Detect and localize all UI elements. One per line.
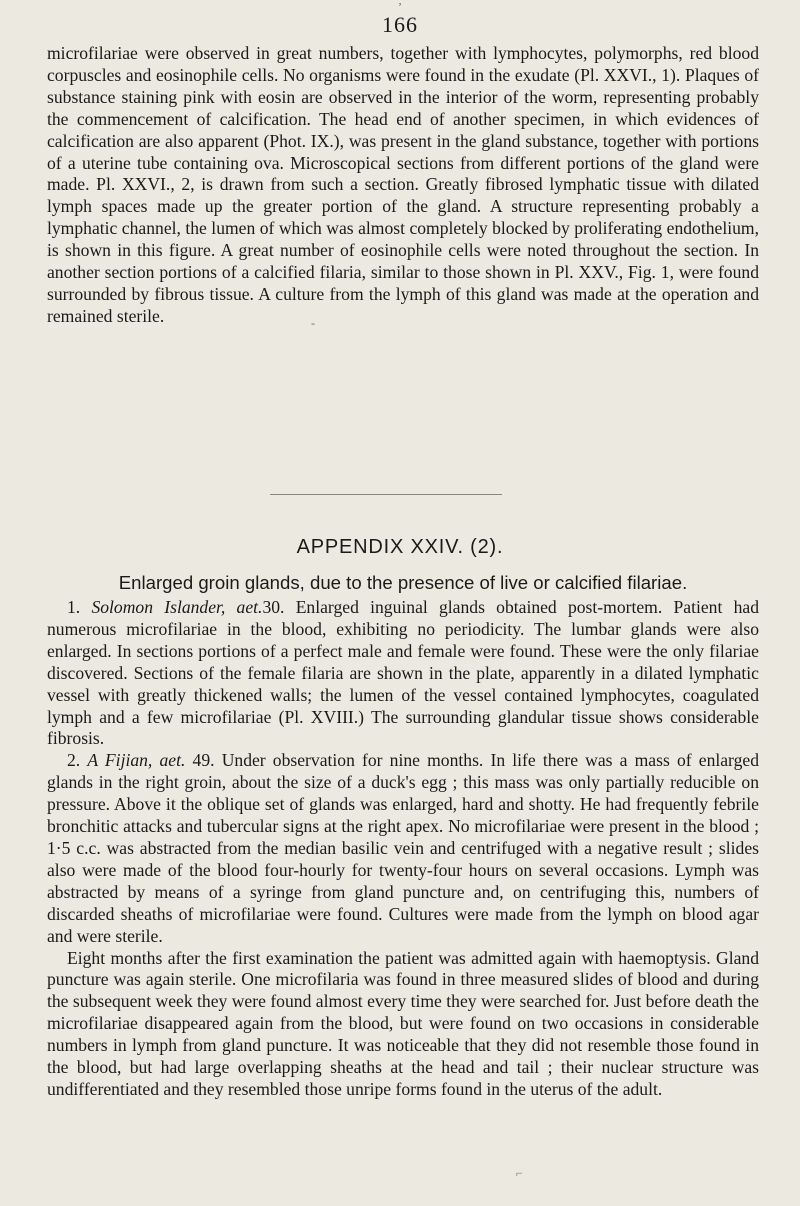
page-mark-bottom: ⌐ xyxy=(516,1166,523,1180)
case-2-age: 49. xyxy=(192,750,215,771)
section-divider xyxy=(270,494,502,495)
section-subtitle: Enlarged groin glands, due to the presence of live or calcified filariae. xyxy=(118,572,688,593)
case-1-patient: Solomon Islander, aet. xyxy=(91,597,263,617)
page-number: 166 xyxy=(382,12,418,37)
case-2-number: 2. xyxy=(67,750,81,771)
case-list xyxy=(47,597,759,1101)
case-2 xyxy=(47,750,759,947)
case-1 xyxy=(47,597,759,750)
case-2-patient: A Fijian, aet. xyxy=(87,750,186,771)
appendix-heading: APPENDIX XXIV. (2). xyxy=(296,536,504,558)
case-1-text: Enlarged inguinal glands obtained post-mortem. Patient had numerous microfilariae in the blood, exhibiting no periodicity. The lumbar glands were also enlarged. In sections portions of a perfect male and female were found. These were the only filariae discovered. Sections of the female filaria are shown in the plate, apparently in a dilated lymphatic vessel with greatly thickened walls; the lumen of the vessel contained lymphocytes, coagulated lymph and a few microfilariae (Pl. XVIII.) The surrounding glandular tissue shows considerable fibrosis. xyxy=(47,597,759,749)
page-mark-top: ʼ xyxy=(398,0,402,14)
case-1-number: 1. xyxy=(67,597,81,617)
paragraph-continued: microfilariae were observed in great numbers, together with lymphocytes, polymorphs, red blood corpuscles and eosinophile cells. No organisms were found in the exudate (Pl. XXVI., 1). Plaques of substance staining pink with eosin are observed in the interior of the worm, representing probably the commencement of calcification. The head end of another specimen, in which evidences of calcification are also apparent (Phot. IX.), was present in the gland substance, together with portions of a uterine tube containing ova. Microscopical sections from different portions of the gland were made. Pl. XXVI., 2, is drawn from such a section. Greatly fibrosed lymphatic tissue with dilated lymph spaces made up the greater portion of the gland. A structure representing probably a lymphatic channel, the lumen of which was almost completely blocked by proliferating endothelium, is shown in this figure. A great number of eosinophile cells were noted throughout the section. In another section portions of a calcified filaria, similar to those shown in Pl. XXV., Fig. 1, were found surrounded by fibrous tissue. A culture from the lymph of this gland was made at the operation and remained sterile. xyxy=(47,43,759,326)
case-1-age: 30. xyxy=(262,597,285,617)
case-2-continued: Eight months after the first examination the patient was admitted again with haemoptysis. Gland puncture was again sterile. One microfilaria was found in three measured slides of blood and during the subsequent week they were found almost every time they were searched for. Just before death the microfilariae disappeared again from the blood, but were found on two occasions in considerable numbers in lymph from gland puncture. It was noticeable that they did not resemble those found in the blood, but had large overlapping sheaths at the head and tail ; their nuclear structure was undifferentiated and they resembled those unripe forms found in the uterus of the adult. xyxy=(47,947,759,1099)
case-2-text: Under observation for nine months. In life there was a mass of enlarged glands in the right groin, about the size of a duck's egg ; this mass was only partially reducible on pressure. Above it the oblique set of glands was enlarged, hard and shotty. He had frequently febrile bronchitic attacks and tubercular signs at the right apex. No microfilariae were present in the blood ; 1·5 c.c. was abstracted from the median basilic vein and centrifuged with a negative result ; slides also were made of the blood four-hourly for twenty-four hours on several occasions. Lymph was abstracted by means of a syringe from gland puncture and, on centrifuging this, numbers of discarded sheaths of microfilariae were found. Cultures were made from the lymph on blood agar and were sterile. xyxy=(47,750,760,946)
page-mark-side: - xyxy=(311,316,315,330)
